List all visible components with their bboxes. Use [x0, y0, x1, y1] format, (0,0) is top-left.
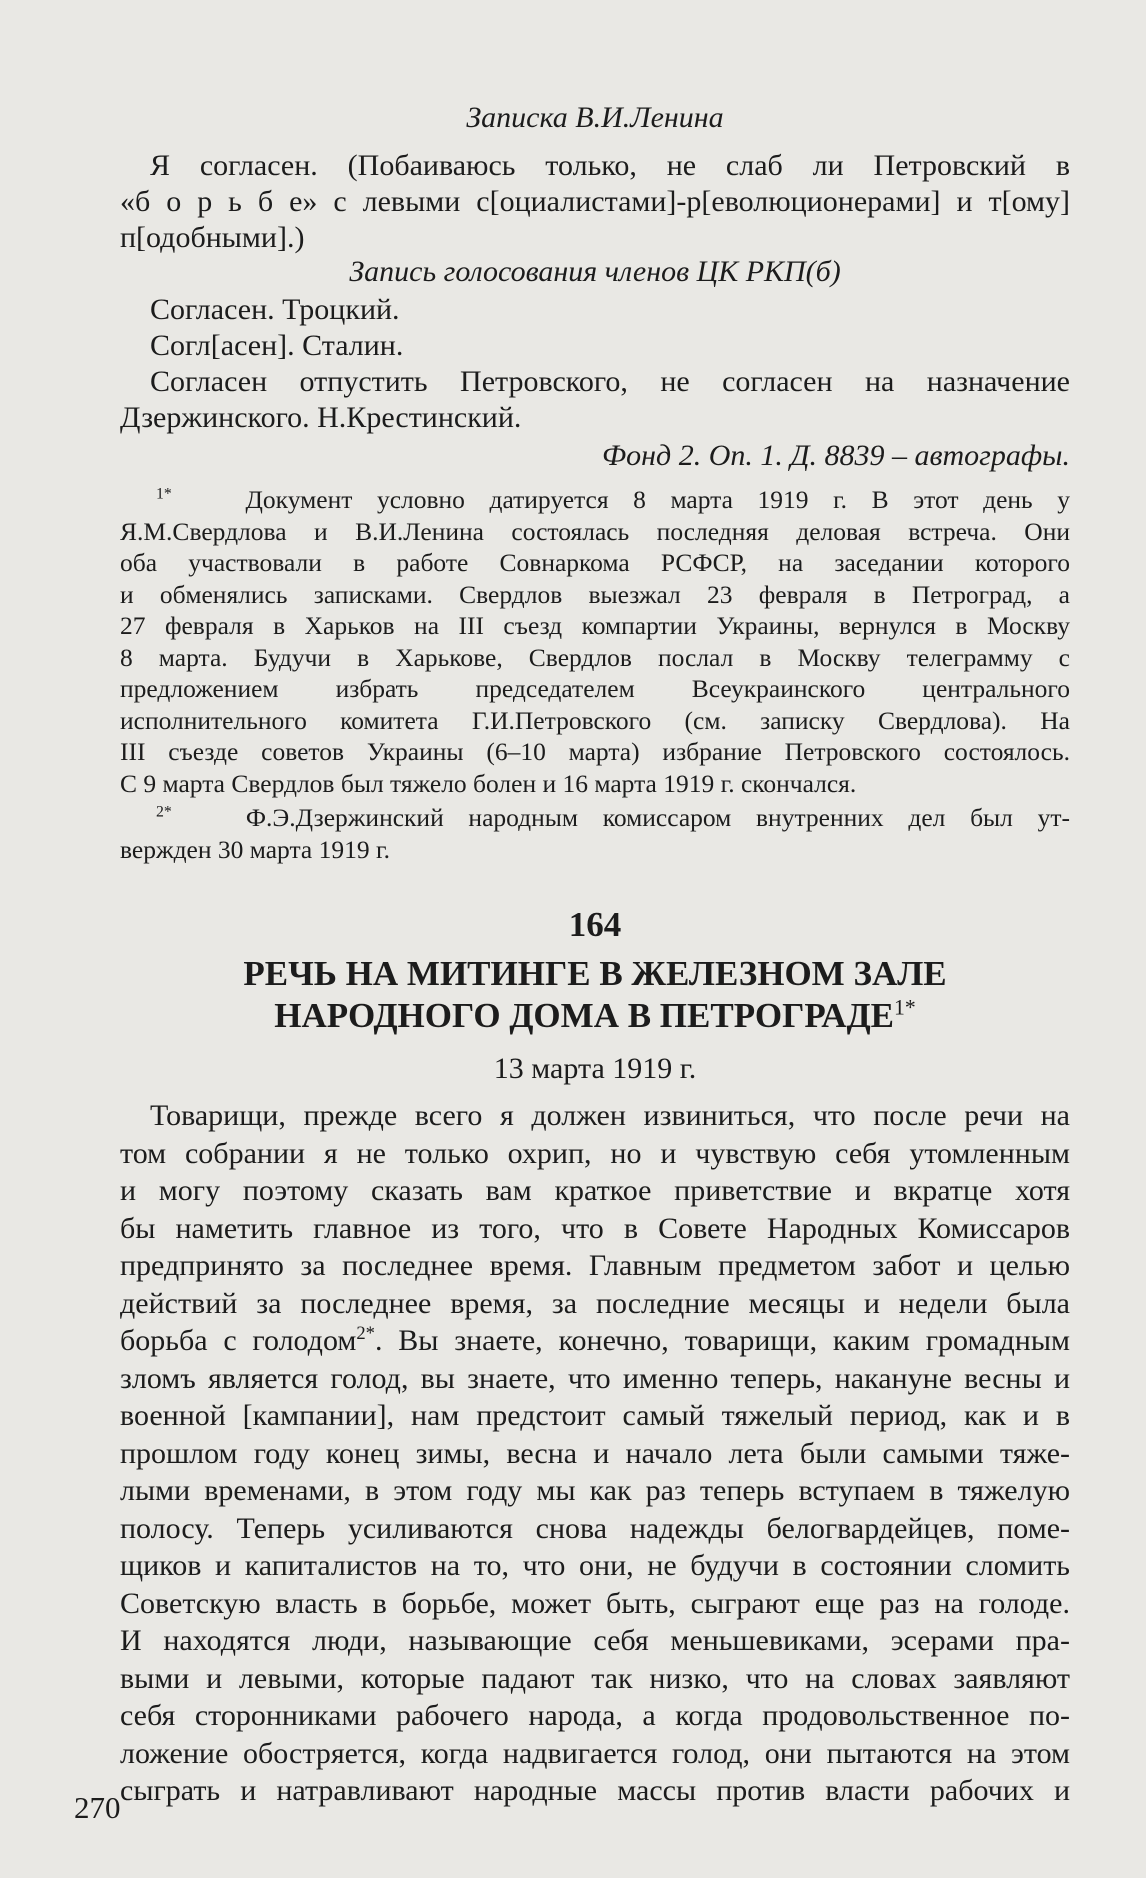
footnote-1-line-7: предложением избрать председателем Всеукраинского центрального	[120, 674, 1070, 703]
footnote-2-marker: 2*	[156, 803, 172, 821]
footnote-2-line-2: вержден 30 марта 1919 г.	[120, 834, 390, 864]
speech-line-4: бы наметить главное из того, что в Совете Народных Комиссаров	[120, 1211, 1070, 1245]
archive-reference-text: Фонд 2. Оп. 1. Д. 8839 – автографы.	[602, 439, 1070, 472]
footnote-2	[120, 802, 1070, 865]
speech-title-marker: 1*	[894, 995, 916, 1020]
speech-line-14: Советскую власть в борьбе, может быть, сыграют еще раз на голоде.	[120, 1586, 1070, 1620]
speech-line-16: выми и левыми, которые падают так низко, что на словах заявляют	[120, 1661, 1070, 1695]
footnote-1	[120, 484, 1070, 799]
speech-line-3: и могу поэтому сказать вам краткое приветствие и вкратце хотя	[120, 1174, 1070, 1207]
speech-date	[120, 1051, 1070, 1087]
speech-line-11: лыми временами, в этом году мы как раз теперь вступаем в тяжелую	[120, 1474, 1070, 1507]
speech-date-text: 13 марта 1919 г.	[493, 1052, 697, 1085]
speech-line-2: том собрании я не только охрип, но и чувствую себя утомленным	[120, 1136, 1070, 1170]
footnote-2-line-1	[120, 802, 1070, 834]
speech-line-7	[120, 1322, 1070, 1360]
speech-title-line-2	[120, 995, 1070, 1037]
archive-reference	[120, 438, 1070, 474]
speech-line-10: прошлом году конец зимы, весна и начало лета были самыми тяже-	[120, 1436, 1070, 1470]
footnote-1-line-5: 27 февраля в Харьков на III съезд компартии Украины, вернулся в Москву	[120, 611, 1070, 640]
speech-line-18: ложение обостряется, когда надвигается голод, они пытаются на этом	[120, 1736, 1070, 1770]
vote-caption	[120, 254, 1070, 290]
speech-line-7-rest: . Вы знаете, конечно, товарищи, каким громадным	[374, 1324, 1070, 1357]
speech-line-8: зломъ является голод, вы знаете, что именно теперь, накануне весны и	[120, 1361, 1070, 1395]
footnote-2-line-1-text: Ф.Э.Дзержинский народным комиссаром внутренних дел был ут-	[245, 803, 1070, 832]
vote-krestinsky-line-1: Согласен отпустить Петровского, не согласен на назначение	[150, 365, 1070, 398]
speech-line-5: предпринято за последнее время. Главным предметом забот и целью	[120, 1249, 1070, 1282]
speech-line-7-marker: 2*	[356, 1323, 375, 1344]
vote-trotsky: Согласен. Троцкий.	[150, 293, 400, 326]
votes-block	[120, 292, 1070, 436]
footnote-1-line-8: исполнительного комитета Г.И.Петровского (см. записку Свердлова). На	[120, 705, 1070, 735]
lenin-note-line-3: п[одобными].)	[120, 221, 305, 254]
speech-title-line-1: РЕЧЬ НА МИТИНГЕ В ЖЕЛЕЗНОМ ЗАЛЕ	[243, 954, 947, 993]
footnote-1-line-2: Я.М.Свердлова и В.И.Ленина состоялась последняя деловая встреча. Они	[120, 516, 1070, 546]
note-caption	[120, 100, 1070, 136]
lenin-note-line-2: «б о р ь б е» с левыми с[оциалистами]-р[еволюционерами] и т[ому]	[120, 185, 1070, 218]
vote-stalin: Согл[асен]. Сталин.	[150, 329, 404, 362]
footnote-1-line-4: и обменялись записками. Свердлов выезжал 23 февраля в Петроград, а	[120, 579, 1070, 609]
footnote-1-line-6: 8 марта. Будучи в Харькове, Свердлов послал в Москву телеграмму с	[120, 642, 1070, 672]
speech-line-13: щиков и капиталистов на то, что они, не будучи в состоянии сломить	[120, 1549, 1070, 1582]
page-number-text: 270	[74, 1790, 121, 1825]
speech-line-6: действий за последнее время, за последние месяцы и недели была	[120, 1286, 1070, 1320]
footnote-1-line-9: III съезде советов Украины (6–10 марта) избрание Петровского состоялось.	[120, 737, 1070, 766]
footnote-1-line-1	[120, 484, 1070, 516]
speech-line-12: полосу. Теперь усиливаются снова надежды белогвардейцев, поме-	[120, 1511, 1070, 1545]
document-number-text: 164	[568, 905, 622, 944]
lenin-note	[120, 148, 1070, 256]
lenin-note-line-1: Я согласен. (Побаиваюсь только, не слаб ли Петровский в	[150, 149, 1070, 182]
footnote-1-line-10: С 9 марта Свердлов был тяжело болен и 16 марта 1919 г. скончался.	[120, 768, 857, 798]
speech-line-1: Товарищи, прежде всего я должен извиниться, что после речи на	[150, 1099, 1070, 1132]
footnote-1-line-1-text: Документ условно датируется 8 марта 1919 г. В этот день у	[245, 485, 1070, 514]
footnote-1-marker: 1*	[156, 485, 172, 503]
page-number	[74, 1790, 121, 1826]
vote-krestinsky-line-2: Дзержинского. Н.Крестинский.	[120, 401, 522, 434]
speech-title	[120, 953, 1070, 1037]
speech-line-9: военной [кампании], нам предстоит самый тяжелый период, как и в	[120, 1399, 1070, 1432]
document-number	[120, 904, 1070, 946]
speech-title-line-2-text: НАРОДНОГО ДОМА В ПЕТРОГРАДЕ	[274, 996, 894, 1035]
note-caption-text: Записка В.И.Ленина	[466, 101, 724, 134]
footnote-1-line-3: оба участвовали в работе Совнаркома РСФСР, на заседании которого	[120, 548, 1070, 577]
speech-line-19: сыграть и натравливают народные массы против власти рабочих и	[120, 1774, 1070, 1807]
vote-caption-text: Запись голосования членов ЦК РКП(б)	[349, 255, 841, 288]
speech-body	[120, 1097, 1070, 1810]
speech-line-15: И находятся люди, называющие себя меньшевиками, эсерами пра-	[120, 1624, 1070, 1657]
speech-line-17: себя сторонниками рабочего народа, а когда продовольственное по-	[120, 1699, 1070, 1732]
speech-line-7-start: борьба с голодом	[120, 1324, 357, 1357]
